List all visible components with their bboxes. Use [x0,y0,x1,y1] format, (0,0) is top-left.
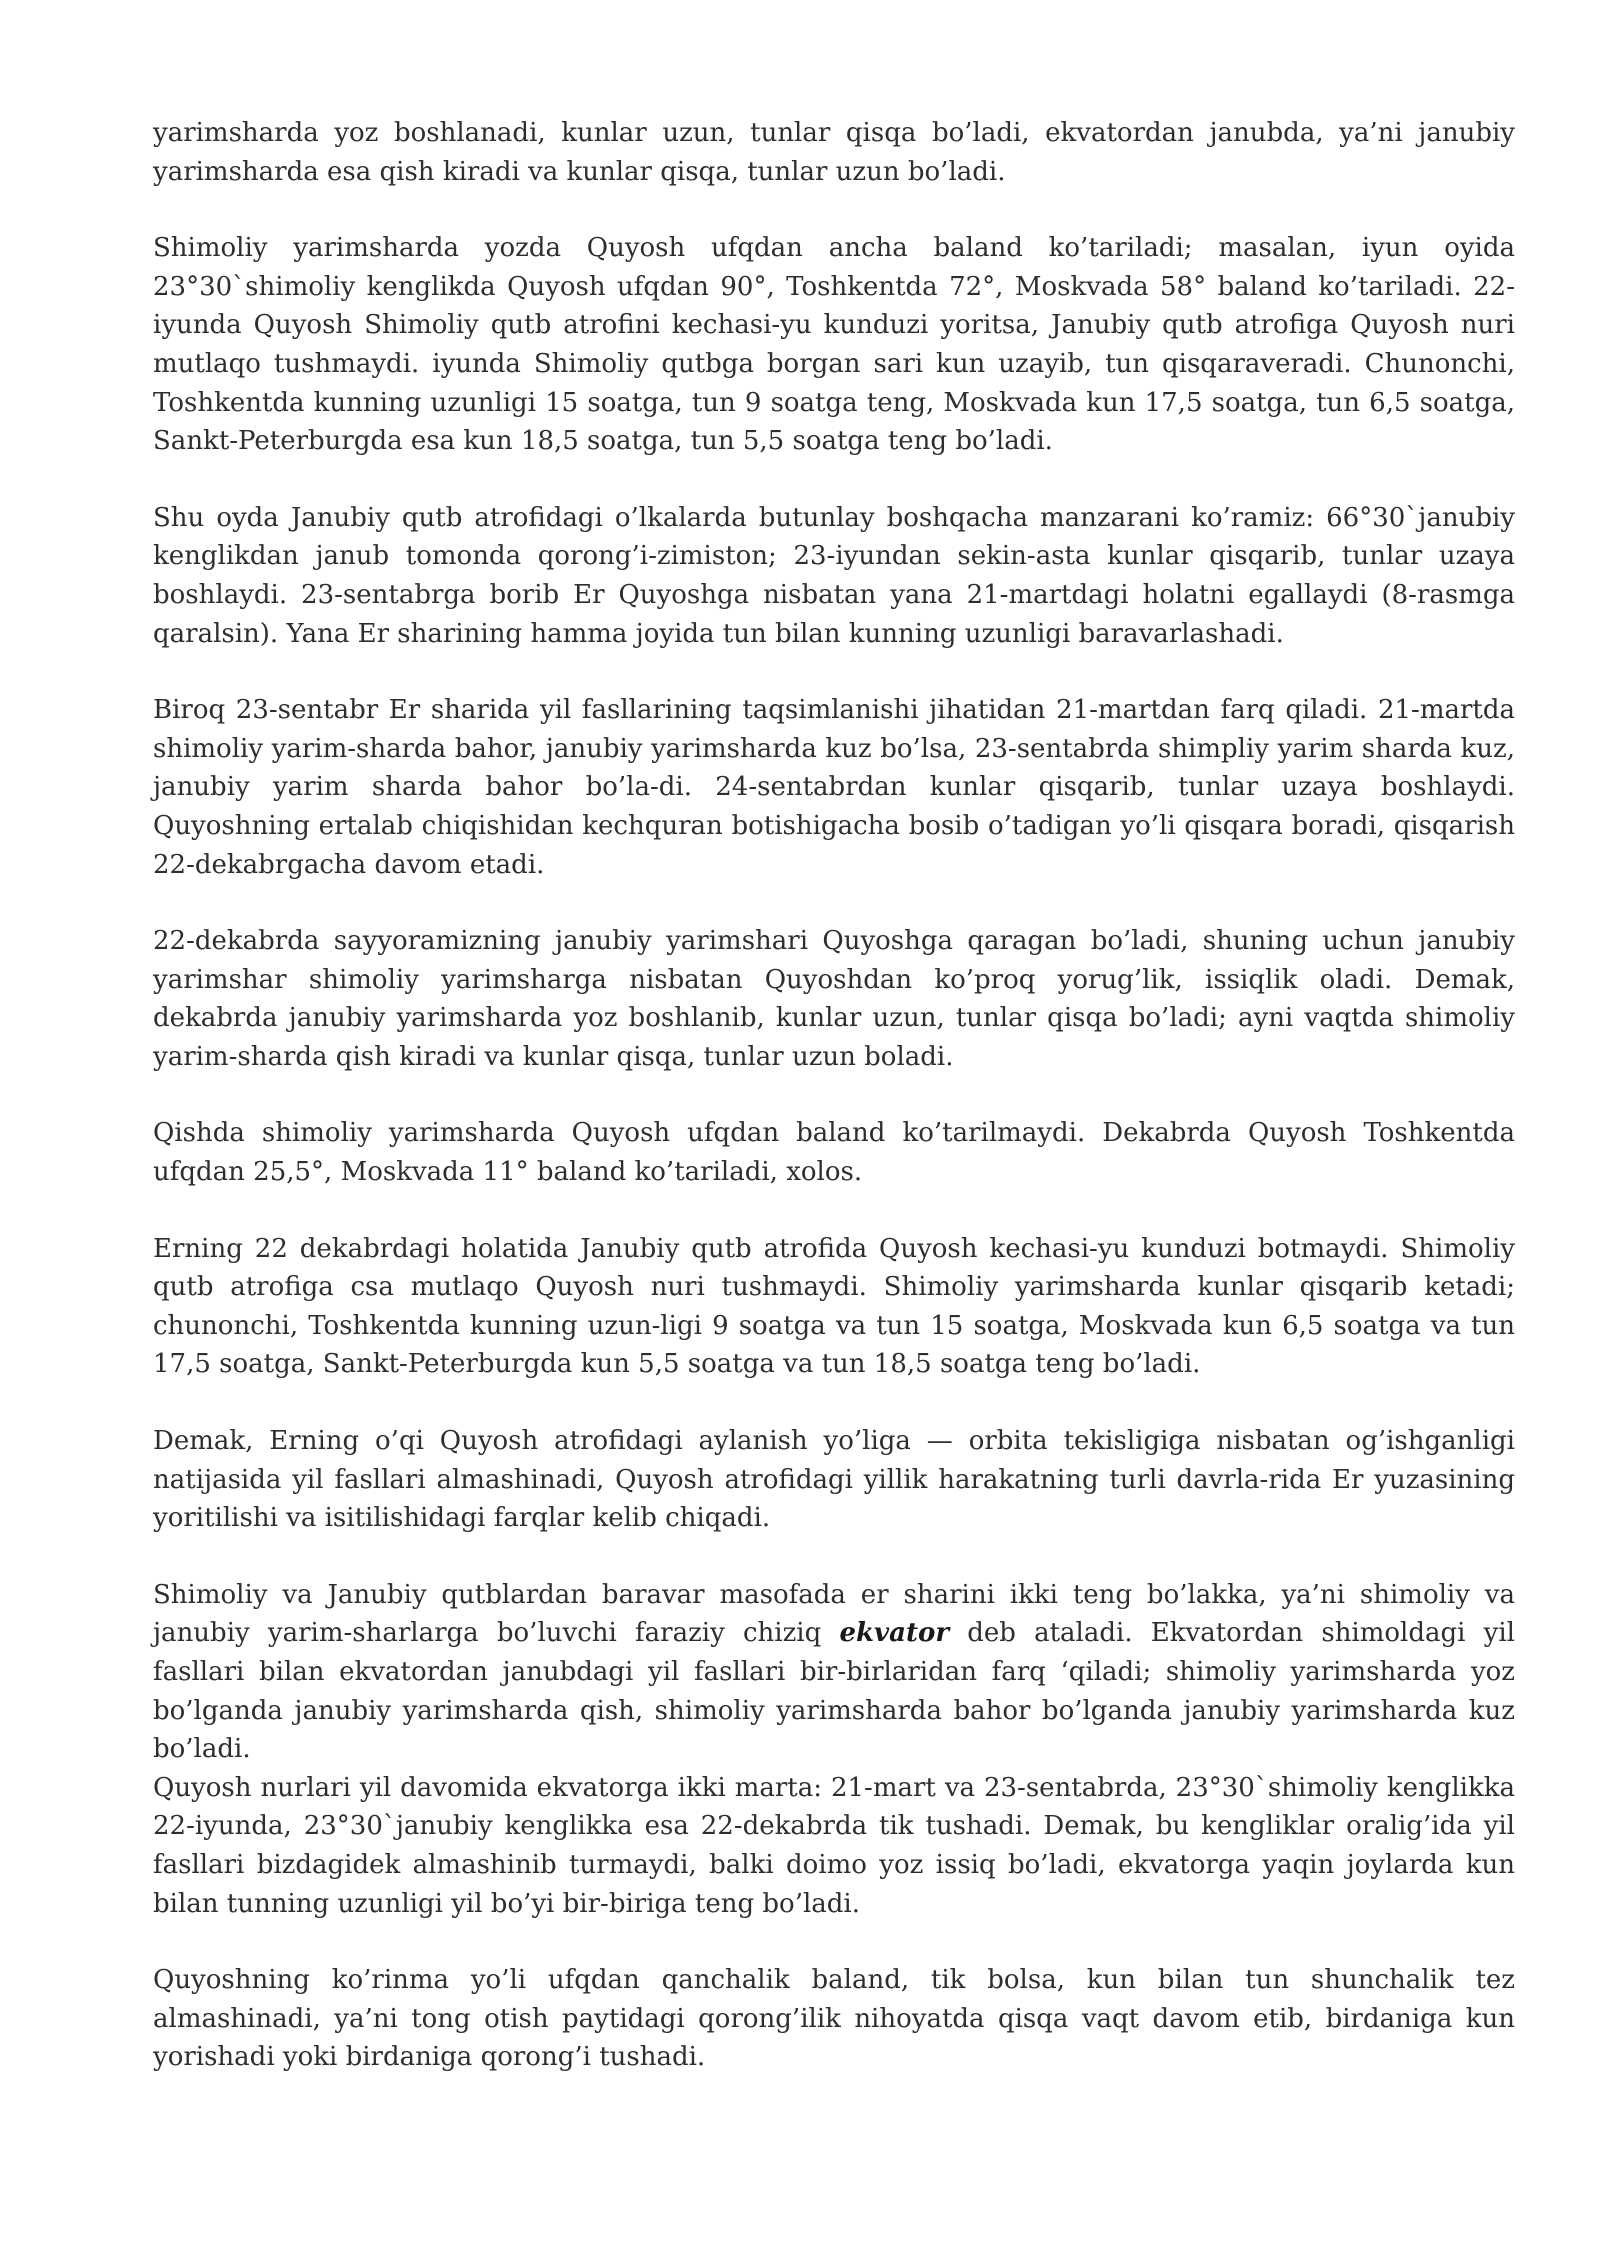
paragraph: Shu oyda Janubiy qutb atrofidagi o’lkalarda butunlay boshqacha manzarani ko’ramiz: 66°30`janubiy kenglikdan janub tomonda qorong’i-zimiston; 23-iyundan sekin-asta kunlar qisqarib, tunlar uzaya boshlaydi. 23-sentabrga borib Er Quyoshga nisbatan yana 21-martdagi holatni egallaydi (8-rasmga qaralsin). Yana Er sharining hamma joyida tun bilan kunning uzunligi baravarlashadi. [153,502,1515,649]
paragraph: Qishda shimoliy yarimsharda Quyosh ufqdan baland ko’tarilmaydi. Dekabrda Quyosh Toshkentda ufqdan 25,5°, Moskvada 11° baland ko’tariladi, xolos. [153,1118,1515,1188]
paragraph-text: Shimoliy va Janubiy qutblardan baravar masofada er sharini ikki teng bo’lakka, ya’ni shimoliy va janubiy yarim-sharlarga bo’luvchi faraziy chiziq [153,1579,1515,1649]
paragraph: Shimoliy yarimsharda yozda Quyosh ufqdan ancha baland ko’tariladi; masalan, iyun oyida 23°30`shimoliy kenglikda Quyosh ufqdan 90°, Toshkentda 72°, Moskvada 58° baland ko’tariladi. 22-iyunda Quyosh Shimoliy qutb atrofini kechasi-yu kunduzi yoritsa, Janubiy qutb atrofiga Quyosh nuri mutlaqo tushmaydi. iyunda Shimoliy qutbga borgan sari kun uzayib, tun qisqaraveradi. Chunonchi, Toshkentda kunning uzunligi 15 soatga, tun 9 soatga teng, Moskvada kun 17,5 soatga, tun 6,5 soatga, Sankt-Peterburgda esa kun 18,5 soatga, tun 5,5 soatga teng bo’ladi. [153,233,1515,457]
paragraph: yarimsharda yoz boshlanadi, kunlar uzun, tunlar qisqa bo’ladi, ekvatordan janubda, ya’ni janubiy yarimsharda esa qish kiradi va kunlar qisqa, tunlar uzun bo’ladi. [153,118,1515,187]
paragraph: Quyoshning ko’rinma yo’li ufqdan qanchalik baland, tik bolsa, kun bilan tun shunchalik tez almashinadi, ya’ni tong otish paytidagi qorong’ilik nihoyatda qisqa vaqt davom etib, birdaniga kun yorishadi yoki birdaniga qorong’i tushadi. [153,1965,1515,2073]
paragraph: 22-dekabrda sayyoramizning janubiy yarimshari Quyoshga qaragan bo’ladi, shuning uchun janubiy yarimshar shimoliy yarimsharga nisbatan Quyoshdan ko’proq yorug’lik, issiqlik oladi. Demak, dekabrda janubiy yarimsharda yoz boshlanib, kunlar uzun, tunlar qisqa bo’ladi; ayni vaqtda shimoliy yarim-sharda qish kiradi va kunlar qisqa, tunlar uzun boladi. [153,926,1515,1072]
paragraph-text: deb ataladi. Ekvatordan shimoldagi yil fasllari bilan ekvatordan janubdagi yil fasllari bir-birlaridan farq ‘qiladi; shimoliy yarimsharda yoz bo’lganda janubiy yarimsharda qish, shimoliy yarimsharda bahor bo’lganda janubiy yarimsharda kuz bo’ladi. [153,1618,1515,1765]
paragraph: Quyosh nurlari yil davomida ekvatorga ikki marta: 21-mart va 23-sentabrda, 23°30`shimoliy kenglikka 22-iyunda, 23°30`janubiy kenglikka esa 22-dekabrda tik tushadi. Demak, bu kengliklar oralig’ida yil fasllari bizdagidek almashinib turmaydi, balki doimo yoz issiq bo’ladi, ekvatorga yaqin joylarda kun bilan tunning uzunligi yil bo’yi bir-biriga teng bo’ladi. [153,1772,1515,1919]
document-page [153,114,1515,2115]
paragraph: Demak, Erning o’qi Quyosh atrofidagi aylanish yo’liga — orbita tekisligiga nisbatan og’ishganligi natijasida yil fasllari almashinadi, Quyosh atrofidagi yillik harakatning turli davrla-rida Er yuzasining yoritilishi va isitilishidagi farqlar kelib chiqadi. [153,1426,1515,1534]
paragraph: Biroq 23-sentabr Er sharida yil fasllarining taqsimlanishi jihatidan 21-martdan farq qiladi. 21-martda shimoliy yarim-sharda bahor, janubiy yarimsharda kuz bo’lsa, 23-sentabrda shimpliy yarim sharda kuz, janubiy yarim sharda bahor bo’la-di. 24-sentabrdan kunlar qisqarib, tunlar uzaya boshlaydi. Quyoshning ertalab chiqishidan kechquran botishigacha bosib o’tadigan yo’li qisqara boradi, qisqarish 22-dekabrgacha davom etadi. [153,695,1515,880]
paragraph: Erning 22 dekabrdagi holatida Janubiy qutb atrofida Quyosh kechasi-yu kunduzi botmaydi. Shimoliy qutb atrofiga csa mutlaqo Quyosh nuri tushmaydi. Shimoliy yarimsharda kunlar qisqarib ketadi; chunonchi, Toshkentda kunning uzun-ligi 9 soatga va tun 15 soatga, Moskvada kun 6,5 soatga va tun 17,5 soatga, Sankt-Peterburgda kun 5,5 soatga va tun 18,5 soatga teng bo’ladi. [153,1233,1515,1380]
term-ekvator: ekvator [839,1618,950,1649]
equator-paragraph [153,1576,1515,1769]
